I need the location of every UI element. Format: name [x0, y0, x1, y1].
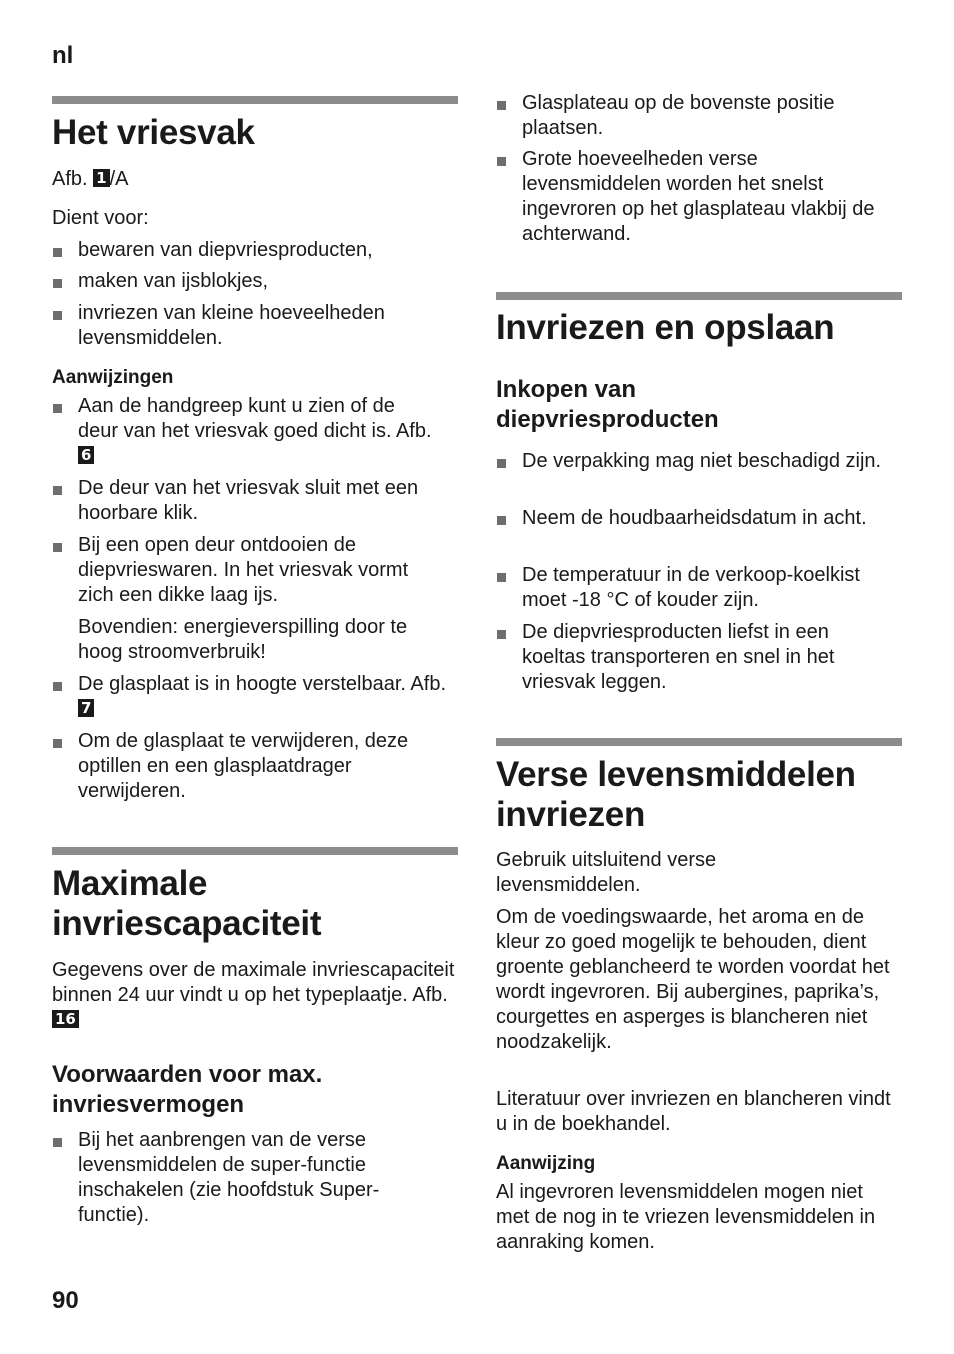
subsection-heading: Inkopen van diepvriesproducten: [496, 376, 719, 433]
note-text: Aan de handgreep kunt u zien of de deur van het vriesvak goed dicht is. Afb.: [78, 395, 432, 442]
subsection-heading: Voorwaarden voor max. invriesvermogen: [52, 1061, 323, 1118]
figure-reference: [52, 167, 458, 192]
note-item: [52, 394, 432, 469]
page-number: 90: [52, 1287, 79, 1314]
list-item: bewaren van diepvriesproducten,: [52, 238, 458, 263]
section-title-invriezen-en-opslaan: Invriezen en opslaan: [496, 308, 835, 347]
list-item: Glasplateau op de bovenste positie plaatsen.: [496, 91, 902, 141]
section-title-het-vriesvak: Het vriesvak: [52, 113, 255, 152]
figure-number-badge: 1: [93, 169, 109, 187]
body-text-content: Gegevens over de maximale invriescapaciteit binnen 24 uur vindt u op het typeplaatje. Afb.: [52, 959, 455, 1006]
section-divider: [496, 738, 902, 746]
figure-reference-prefix: Afb.: [52, 168, 88, 190]
note-heading: Aanwijzing: [496, 1153, 596, 1174]
list-item: invriezen van kleine hoeveelheden levensmiddelen.: [52, 301, 458, 351]
section-divider: [496, 292, 902, 300]
body-text: Literatuur over invriezen en blancheren vindt u in de boekhandel.: [496, 1088, 891, 1135]
section-divider: [52, 847, 458, 855]
notes-heading: Aanwijzingen: [52, 367, 174, 388]
figure-reference-suffix: /A: [109, 168, 129, 190]
figure-number-badge: 6: [78, 446, 94, 464]
list-item: Neem de houdbaarheidsdatum in acht.: [496, 506, 876, 531]
note-item: Om de glasplaat te verwijderen, deze optillen en een glasplaatdrager verwijderen.: [52, 729, 458, 804]
list-item: Bij het aanbrengen van de verse levensmiddelen de super-functie inschakelen (zie hoofdstuk Super-functie).: [52, 1128, 427, 1228]
note-item: De deur van het vriesvak sluit met een hoorbare klik.: [52, 476, 458, 526]
intro-text: Dient voor:: [52, 207, 149, 229]
section-title-verse-levensmiddelen-invriezen: Verse levensmiddelen invriezen: [496, 755, 856, 834]
body-text: Om de voedingswaarde, het aroma en de kleur zo goed mogelijk te behouden, dient groente geblancheerd te worden voordat het wordt ingevroren. Bij aubergines, paprika’s, courgettes en asperges is blancheren niet noodzakelijk.: [496, 906, 890, 1053]
note-text: De glasplaat is in hoogte verstelbaar. Afb.: [78, 673, 447, 695]
list-item: maken van ijsblokjes,: [52, 269, 458, 294]
list-item: De verpakking mag niet beschadigd zijn.: [496, 449, 902, 474]
figure-number-badge: 7: [78, 699, 94, 717]
note-item: Bij een open deur ontdooien de diepvrieswaren. In het vriesvak vormt zich een dikke laag ijs.: [52, 533, 427, 608]
note-item: [52, 672, 458, 722]
section-divider: [52, 96, 458, 104]
body-text: Gebruik uitsluitend verse levensmiddelen.: [496, 849, 717, 896]
list-item: Grote hoeveelheden verse levensmiddelen worden het snelst ingevroren op het glasplateau vlakbij de achterwand.: [496, 147, 902, 247]
note-continuation: Bovendien: energieverspilling door te hoog stroomverbruik!: [78, 616, 408, 663]
section-title-maximale-invriescapaciteit: Maximale invriescapaciteit: [52, 864, 322, 943]
list-item: De diepvriesproducten liefst in een koeltas transporteren en snel in het vriesvak leggen.: [496, 620, 881, 695]
figure-number-badge: 16: [52, 1010, 79, 1028]
language-label: nl: [52, 42, 74, 69]
list-item: De temperatuur in de verkoop-koelkist moet -18 °C of kouder zijn.: [496, 563, 906, 613]
note-text: Al ingevroren levensmiddelen mogen niet met de nog in te vriezen levensmiddelen in aanraking komen.: [496, 1181, 876, 1253]
body-text: [52, 958, 458, 1033]
